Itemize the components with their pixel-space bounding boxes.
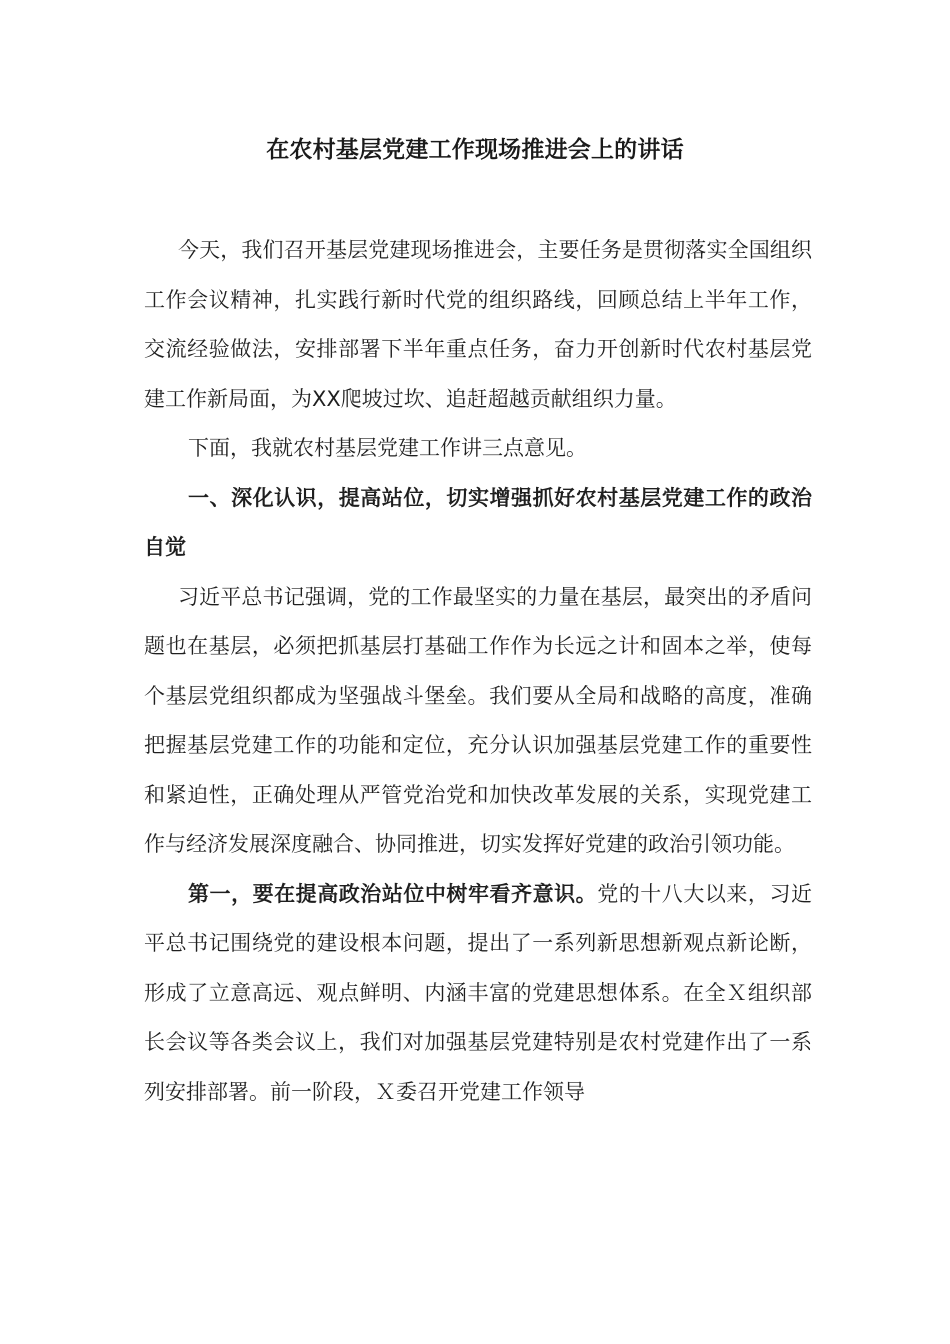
outline-paragraph: 下面，我就农村基层党建工作讲三点意见。: [188, 436, 587, 460]
point-one-lead: 第一，要在提高政治站位中树牢看齐意识。: [188, 881, 598, 906]
intro-paragraph: 今天，我们召开基层党建现场推进会，主要任务是贯彻落实全国组织工作会议精神，扎实践行新时代党的组织路线，回顾总结上半年工作，交流经验做法，安排部署下半年重点任务，奋力开创新时代农村基层党建工作新局面，为XX爬坡过坎、追赶超越贡献组织力量。: [144, 238, 812, 411]
section-one-paragraph: 习近平总书记强调，党的工作最坚实的力量在基层，最突出的矛盾问题也在基层，必须把抓基层打基础工作作为长远之计和固本之举，使每个基层党组织都成为坚强战斗堡垒。我们要从全局和战略的高度，准确把握基层党建工作的功能和定位，充分认识加强基层党建工作的重要性和紧迫性，正确处理从严管党治党和加快改革发展的关系，实现党建工作与经济发展深度融合、协同推进，切实发挥好党建的政治引领功能。: [144, 584, 812, 856]
document-title: 在农村基层党建工作现场推进会上的讲话: [266, 137, 684, 163]
document-body: [144, 226, 812, 1117]
point-one-body: 党的十八大以来，习近平总书记围绕党的建设根本问题，提出了一系列新思想新观点新论断，形成了立意高远、观点鲜明、内涵丰富的党建思想体系。在全Ｘ组织部长会议等各类会议上，我们对加强基层党建特别是农村党建作出了一系列安排部署。前一阶段，Ｘ委召开党建工作领导: [144, 881, 813, 1104]
point-one-paragraph: [144, 870, 812, 1118]
section-one-heading: 一、深化认识，提高站位，切实增强抓好农村基层党建工作的政治自觉: [144, 485, 812, 559]
